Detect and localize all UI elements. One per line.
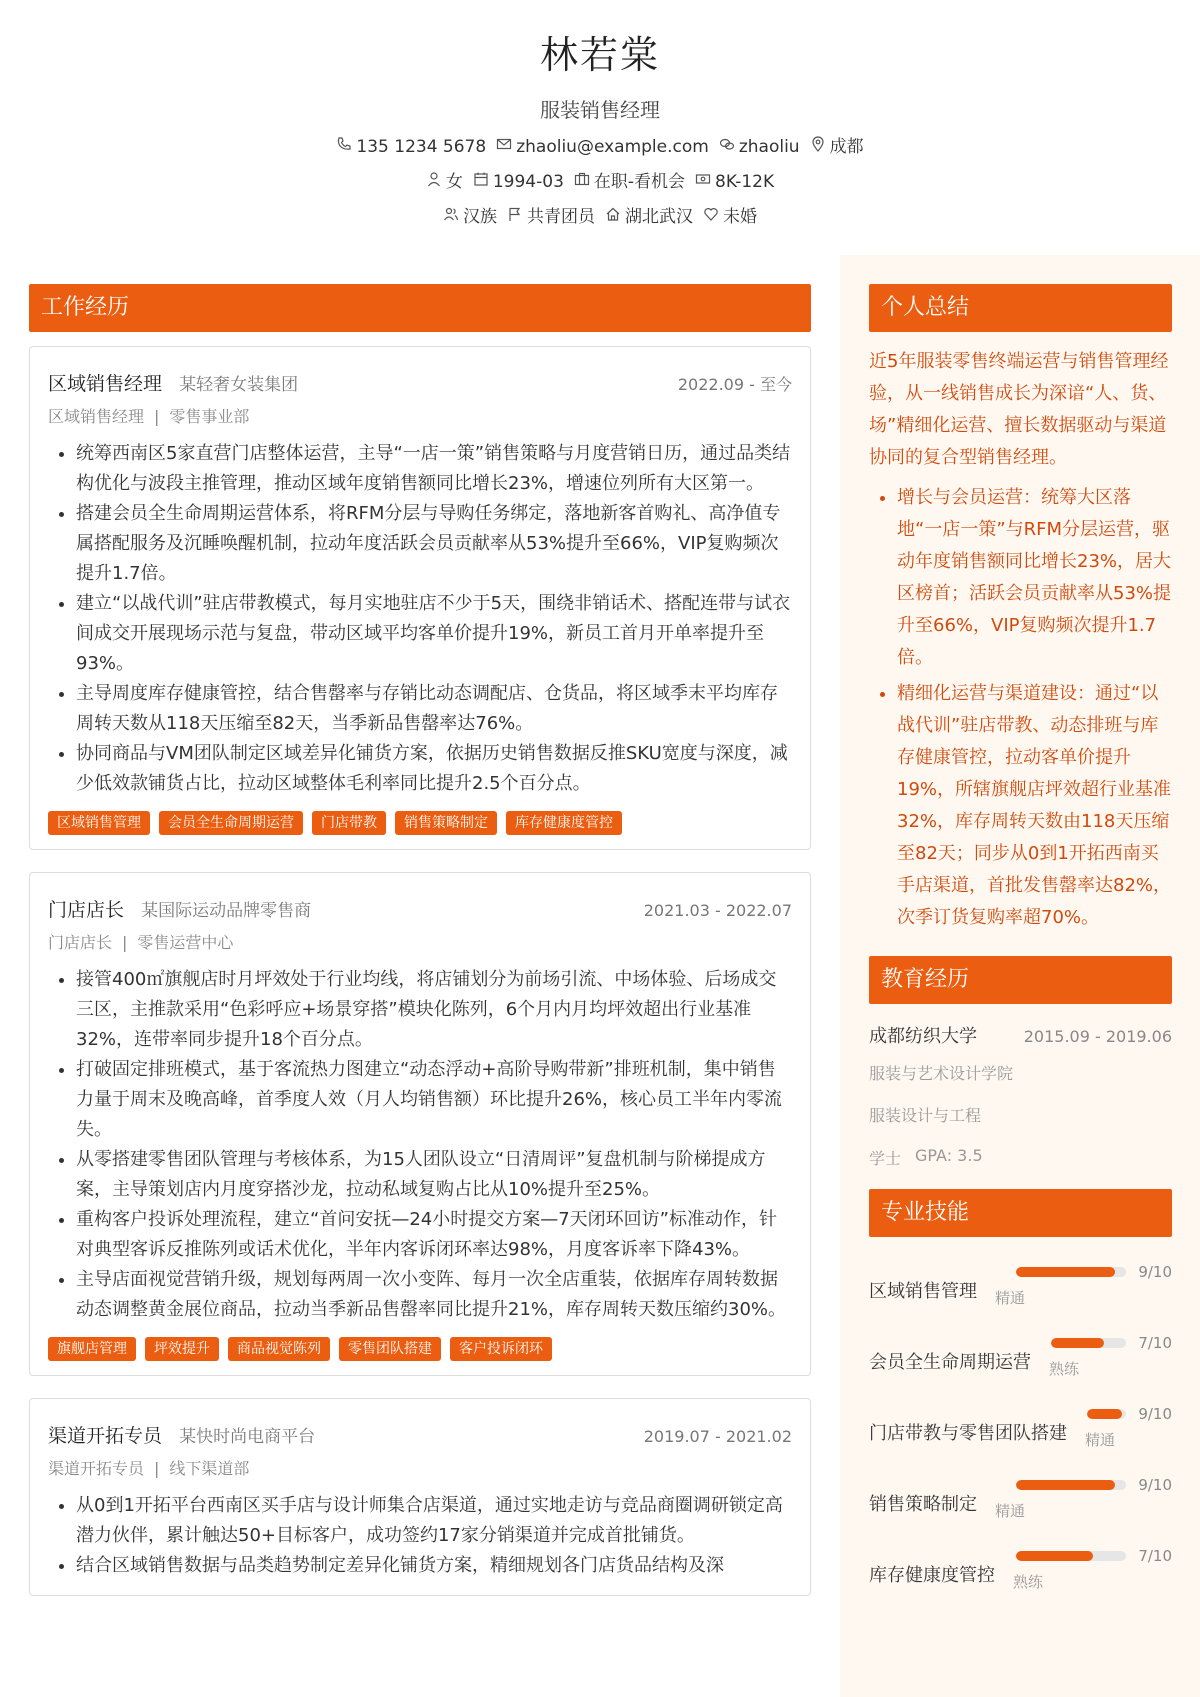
job-company: 某国际运动品牌零售商 (141, 901, 312, 921)
skill-tag: 会员全生命周期运营 (159, 811, 303, 835)
skill-row (869, 1334, 1172, 1379)
skill-meter-fill (1087, 1409, 1122, 1419)
skill-row (869, 1405, 1172, 1450)
job-subtitle: 门店店长 | 零售运营中心 (48, 933, 234, 952)
job-entry (29, 872, 811, 1376)
money-icon (695, 169, 711, 195)
work-section-heading: 工作经历 (29, 284, 811, 332)
contact-hometown: 湖北武汉 (605, 204, 693, 230)
skill-meter-fill (1051, 1338, 1104, 1348)
job-role: 门店店长 (48, 899, 125, 921)
contact-location: 成都 (810, 134, 864, 160)
job-bullet: • 主导店面视觉营销升级，规划每两周一次小变阵、每月一次全店重装，依据库存周转数据动态调整黄金展位商品，拉动当季新品售罄率同比提升21%，库存周转天数压缩约30%。 (76, 1265, 792, 1325)
job-bullet: • 建立“以战代训”驻店带教模式，每月实地驻店不少于5天，围绕非销话术、搭配连带与试衣间成交开展现场示范与复盘，带动区域平均客单价提升19%，新员工首月开单率提升至93%。 (76, 589, 792, 679)
job-bullets (48, 965, 792, 1325)
flag-icon (507, 204, 523, 230)
candidate-name: 林若棠 (539, 33, 660, 77)
skill-tag: 区域销售管理 (48, 811, 150, 835)
skill-level: 精通 (995, 1502, 1026, 1520)
skill-score: 7/10 (1138, 1334, 1172, 1352)
skills-section-heading: 专业技能 (869, 1189, 1172, 1237)
job-tags (48, 811, 792, 835)
edu-school: 成都纺织大学 (869, 1026, 977, 1047)
skill-tag: 门店带教 (312, 811, 386, 835)
skill-meter-fill (1016, 1267, 1115, 1277)
skill-tag: 旗舰店管理 (48, 1337, 136, 1361)
edu-degree: 学士 (869, 1149, 902, 1168)
edu-degree-row (869, 1146, 1172, 1169)
skill-row (869, 1547, 1172, 1592)
job-subtitle: 渠道开拓专员 | 线下渠道部 (48, 1459, 250, 1478)
main-column (29, 284, 811, 1596)
skill-score: 9/10 (1138, 1405, 1172, 1423)
skill-name: 销售策略制定 (869, 1494, 977, 1515)
job-bullets (48, 1491, 792, 1581)
job-subtitle: 区域销售经理 | 零售事业部 (48, 407, 250, 426)
contact-line-1 (0, 134, 1200, 160)
edu-college: 服装与艺术设计学院 (869, 1064, 1014, 1083)
briefcase-icon (574, 169, 590, 195)
edu-major: 服装设计与工程 (869, 1106, 982, 1125)
skill-level: 精通 (995, 1289, 1026, 1307)
job-tags (48, 1337, 792, 1361)
job-bullet: • 统筹西南区5家直营门店整体运营，主导“一店一策”销售策略与月度营销日历，通过品类结构优化与波段主推管理，推动区域年度销售额同比增长23%，增速位列所有大区第一。 (76, 439, 792, 499)
contact-marital: 未婚 (703, 204, 757, 230)
job-role: 区域销售经理 (48, 373, 163, 395)
contact-email: zhaoliu@example.com (496, 134, 709, 160)
skill-name: 会员全生命周期运营 (869, 1352, 1031, 1373)
job-bullet: • 接管400㎡旗舰店时月坪效处于行业均线，将店铺划分为前场引流、中场体验、后场成交三区，主推款采用“色彩呼应+场景穿搭”模块化陈列，6个月内月均坪效超出行业基准32%，连带率同步提升18个百分点。 (76, 965, 792, 1055)
summary-text: 近5年服装零售终端运营与销售管理经验，从一线销售成长为深谙“人、货、场”精细化运营、擅长数据驱动与渠道协同的复合型销售经理。 (869, 351, 1169, 468)
job-bullets (48, 439, 792, 799)
contact-gender: 女 (426, 169, 463, 195)
resume-header (0, 0, 1200, 230)
job-bullet: • 打破固定排班模式，基于客流热力图建立“动态浮动+高阶导购带新”排班机制，集中销售力量于周末及晚高峰，首季度人效（月人均销售额）环比提升26%，核心员工半年内零流失。 (76, 1055, 792, 1145)
contact-wechat: zhaoliu (719, 134, 800, 160)
job-entry (29, 346, 811, 850)
skill-score: 9/10 (1138, 1476, 1172, 1494)
summary-points (869, 482, 1172, 934)
job-company: 某轻奢女装集团 (179, 375, 299, 395)
home-icon (605, 204, 621, 230)
job-bullet: • 搭建会员全生命周期运营体系，将RFM分层与导购任务绑定，落地新客首购礼、高净值专属搭配服务及沉睡唤醒机制，拉动年度活跃会员贡献率从53%提升至66%，VIP复购频次提升1.7倍。 (76, 499, 792, 589)
skill-level: 熟练 (1049, 1360, 1080, 1378)
skill-meter-track (1016, 1551, 1126, 1561)
skill-row (869, 1476, 1172, 1521)
summary-section-heading: 个人总结 (869, 284, 1172, 332)
job-bullet: • 主导周度库存健康管控，结合售罄率与存销比动态调配店、仓货品，将区域季末平均库存周转天数从118天压缩至82天，当季新品售罄率达76%。 (76, 679, 792, 739)
education-section (869, 956, 1172, 1169)
summary-point: • 增长与会员运营：统筹大区落地“一店一策”与RFM分层运营，驱动年度销售额同比增长23%，居大区榜首；活跃会员贡献率从53%提升至66%，VIP复购频次提升1.7倍。 (897, 482, 1172, 674)
skill-meter-track (1087, 1409, 1126, 1419)
skill-tag: 库存健康度管控 (506, 811, 622, 835)
skill-meter-track (1051, 1338, 1126, 1348)
contact-line-3 (0, 204, 1200, 230)
job-entry (29, 1398, 811, 1596)
skill-row (869, 1263, 1172, 1308)
skill-level: 精通 (1085, 1431, 1116, 1449)
edu-date: 2015.09 - 2019.06 (1023, 1027, 1172, 1046)
skill-level: 熟练 (1013, 1573, 1044, 1591)
education-section-heading: 教育经历 (869, 956, 1172, 1004)
job-date: 2021.03 - 2022.07 (643, 901, 792, 920)
heart-icon (703, 204, 719, 230)
contact-line-2 (0, 169, 1200, 195)
job-bullet: • 从零搭建零售团队管理与考核体系，为15人团队设立“日清周评”复盘机制与阶梯提成方案，主导策划店内月度穿搭沙龙，拉动私域复购占比从10%提升至25%。 (76, 1145, 792, 1205)
contact-phone: 135 1234 5678 (336, 134, 486, 160)
contact-birth: 1994-03 (473, 169, 564, 195)
people-icon (443, 204, 459, 230)
job-bullet: • 重构客户投诉处理流程，建立“首问安抚—24小时提交方案—7天闭环回访”标准动作，针对典型客诉反推陈列或话术优化，半年内客诉闭环率达98%，月度客诉率下降43%。 (76, 1205, 792, 1265)
job-bullet: • 协同商品与VM团队制定区域差异化铺货方案，依据历史销售数据反推SKU宽度与深度，减少低效款铺货占比，拉动区域整体毛利率同比提升2.5个百分点。 (76, 739, 792, 799)
job-date: 2019.07 - 2021.02 (643, 1427, 792, 1446)
skill-tag: 零售团队搭建 (339, 1337, 441, 1361)
wechat-icon (719, 134, 735, 160)
contact-politics: 共青团员 (507, 204, 595, 230)
location-icon (810, 134, 826, 160)
job-date: 2022.09 - 至今 (677, 375, 792, 394)
job-role: 渠道开拓专员 (48, 1425, 163, 1447)
skill-name: 库存健康度管控 (869, 1565, 995, 1586)
skill-tag: 销售策略制定 (395, 811, 497, 835)
skill-name: 门店带教与零售团队搭建 (869, 1423, 1067, 1444)
person-icon (426, 169, 442, 195)
summary-point: • 精细化运营与渠道建设：通过“以战代训”驻店带教、动态排班与库存健康管控，拉动客单价提升19%，所辖旗舰店坪效超行业基准32%，库存周转天数由118天压缩至82天；同步从0到1开拓西南买手店渠道，首批发售罄率达82%，次季订货复购率超70%。 (897, 678, 1172, 934)
skill-meter-track (1016, 1480, 1126, 1490)
job-bullet: • 结合区域销售数据与品类趋势制定差异化铺货方案，精细规划各门店货品结构及深 (76, 1551, 792, 1581)
skill-meter-fill (1016, 1480, 1115, 1490)
sidebar-column (869, 284, 1172, 1592)
mail-icon (496, 134, 512, 160)
job-bullet: • 从0到1开拓平台西南区买手店与设计师集合店渠道，通过实地走访与竞品商圈调研锁定高潜力伙伴，累计触达50+目标客户，成功签约17家分销渠道并完成首批铺货。 (76, 1491, 792, 1551)
contact-ethnicity: 汉族 (443, 204, 497, 230)
skill-score: 7/10 (1138, 1547, 1172, 1565)
edu-gpa: GPA: 3.5 (915, 1146, 983, 1165)
contact-status: 在职-看机会 (574, 169, 685, 195)
skill-meter-track (1016, 1267, 1126, 1277)
skill-tag: 商品视觉陈列 (228, 1337, 330, 1361)
job-title: 服装销售经理 (540, 98, 660, 122)
skills-section (869, 1189, 1172, 1592)
skill-meter-fill (1016, 1551, 1093, 1561)
calendar-icon (473, 169, 489, 195)
job-company: 某快时尚电商平台 (179, 1427, 316, 1447)
contact-salary: 8K-12K (695, 169, 774, 195)
skill-score: 9/10 (1138, 1263, 1172, 1281)
skill-name: 区域销售管理 (869, 1281, 977, 1302)
skill-tag: 客户投诉闭环 (450, 1337, 552, 1361)
skill-tag: 坪效提升 (145, 1337, 219, 1361)
phone-icon (336, 134, 352, 160)
